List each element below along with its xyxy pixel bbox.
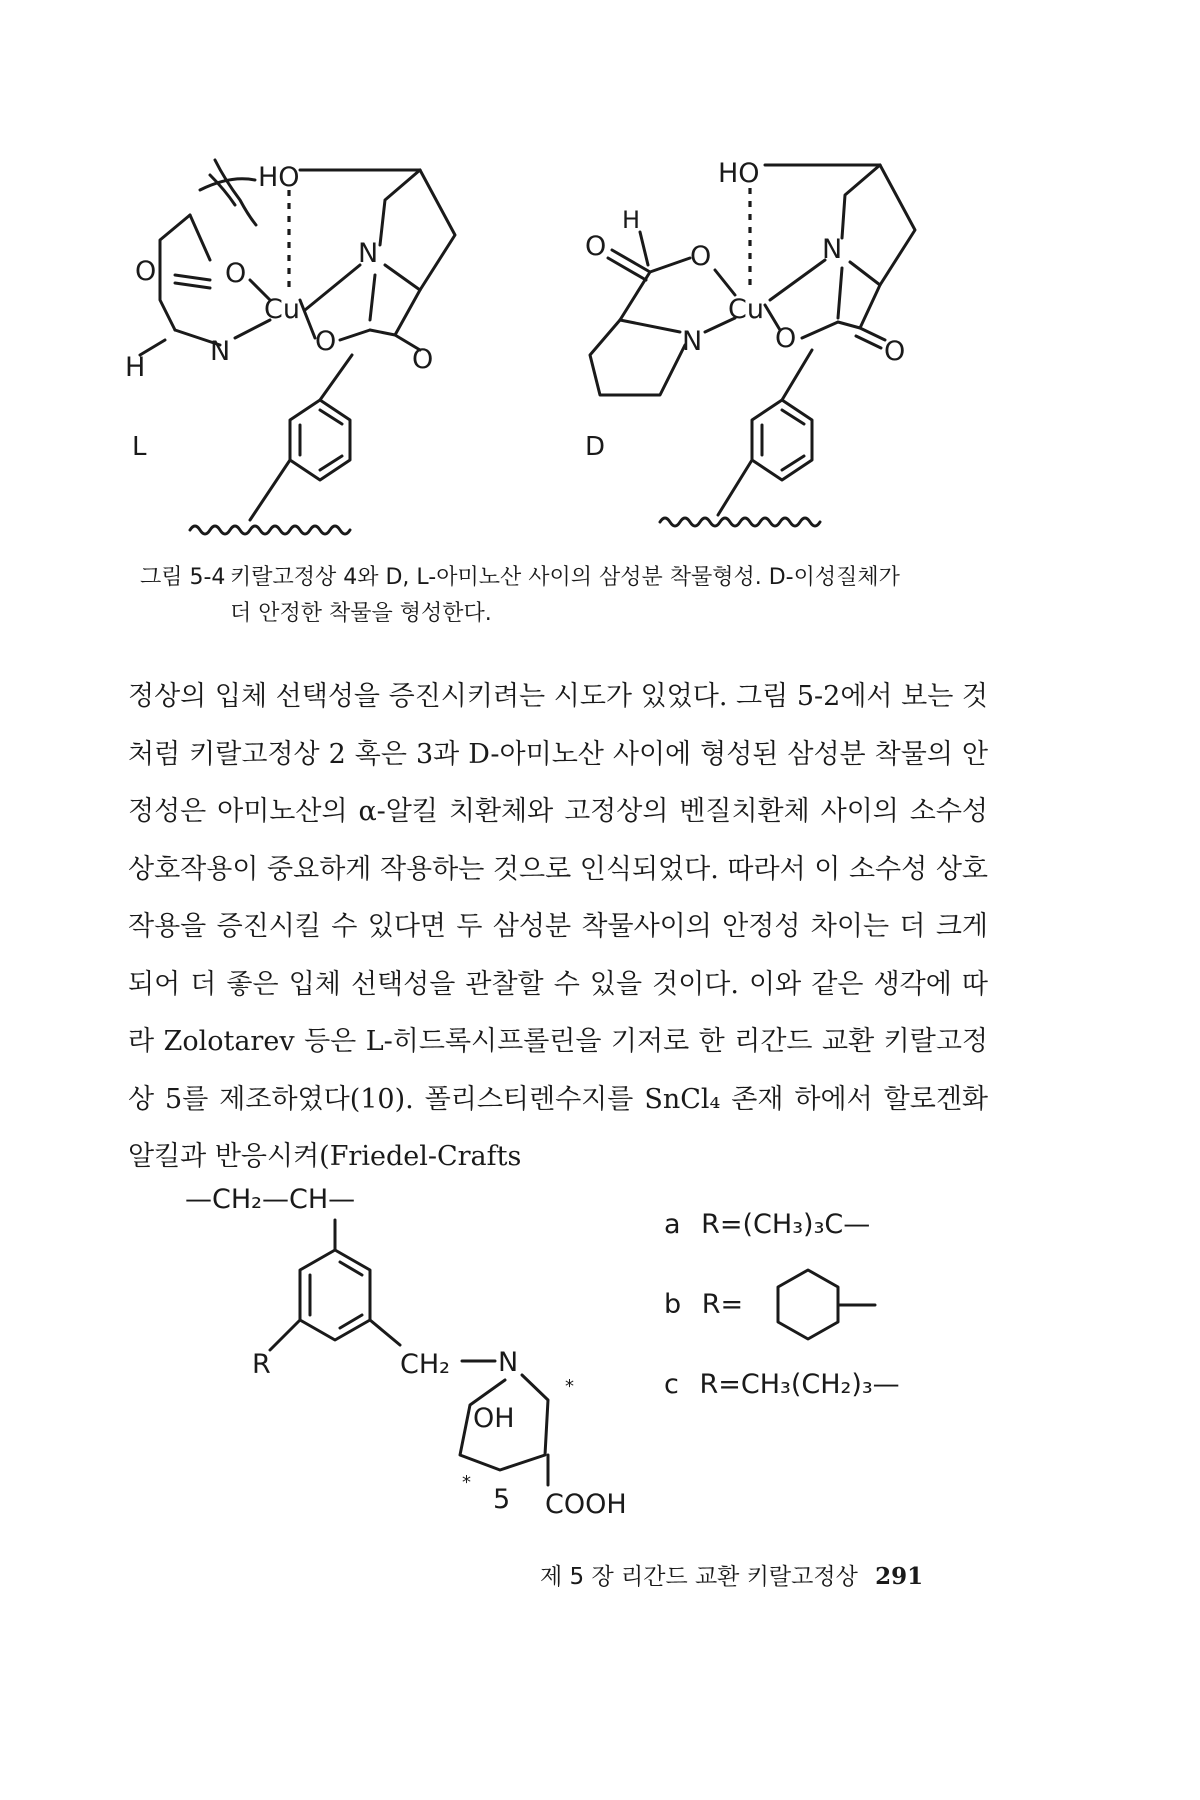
r-group-label: R (252, 1349, 271, 1380)
substituent-b (664, 1289, 743, 1320)
ch2-label: CH₂ (400, 1349, 450, 1380)
d-o-carboxyl: O (690, 241, 712, 272)
caption-line-1: 키랄고정상 4와 D, L-아미노산 사이의 삼성분 착물형성. D-이성질체가 (230, 565, 900, 590)
d-h-label: H (622, 206, 641, 234)
d-cu-label: Cu (728, 294, 764, 325)
l-h-label: H (125, 352, 146, 383)
cooh-label: COOH (545, 1489, 627, 1520)
figure-5-4 (0, 0, 1200, 560)
n-label: N (498, 1347, 519, 1378)
substituent-c-formula: R=CH₃(CH₂)₃— (699, 1369, 900, 1400)
compound-number: 5 (493, 1484, 511, 1515)
l-o-ether: O (315, 326, 337, 357)
d-o-ketone: O (884, 336, 906, 367)
oh-label: OH (473, 1403, 515, 1434)
substituent-b-letter: b (664, 1289, 682, 1320)
body-paragraph: 정상의 입체 선택성을 증진시키려는 시도가 있었다. 그림 5-2에서 보는 것처럼 키랄고정상 2 혹은 3과 D-아미노산 사이에 형성된 삼성분 착물의 안정성은 아미노산의 α-알킬 치환체와 고정상의 벤질치환체 사이의 소수성 상호작용이 중요하게 작용하는 것으로 인식되었다. 따라서 이 소수성 상호작용을 증진시킬 수 있다면 두 삼성분 착물사이의 안정성 차이는 더 크게 되어 더 좋은 입체 선택성을 관찰할 수 있을 것이다. 이와 같은 생각에 따라 Zolotarev 등은 L-히드록시프롤린을 기저로 한 리간드 교환 키랄고정상 5를 제조하였다(10). 폴리스티렌수지를 SnCl₄ 존재 하에서 할로겐화알킬과 반응시켜(Friedel-Crafts (128, 681, 988, 1172)
page-number: 291 (875, 1563, 924, 1590)
substituent-b-formula: R= (701, 1289, 744, 1320)
d-complex (585, 158, 915, 526)
figure-caption (140, 560, 1040, 632)
cyclohexyl-ring (778, 1270, 838, 1339)
polymer-chain: —CH₂—CH— (185, 1184, 356, 1215)
stereo-star-2: * (462, 1472, 471, 1493)
d-o-carbonyl: O (585, 231, 607, 262)
stereo-star-1: * (565, 1376, 574, 1397)
substituent-a-formula: R=(CH₃)₃C— (701, 1209, 871, 1240)
d-ho-label: HO (718, 158, 760, 189)
d-label: D (585, 432, 606, 462)
l-ho-label: HO (258, 162, 300, 193)
page-footer (540, 1558, 1000, 1591)
caption-line-2: 더 안정한 착물을 형성한다. (230, 601, 492, 626)
substituent-c (664, 1369, 900, 1400)
l-complex (125, 160, 455, 534)
l-n-amine: N (210, 336, 231, 367)
chapter-title: 제 5 장 리간드 교환 키랄고정상 (540, 1564, 858, 1590)
substituent-a-letter: a (664, 1209, 681, 1240)
caption-label: 그림 5-4 (140, 565, 226, 590)
l-label: L (132, 432, 147, 462)
l-o-ketone: O (412, 344, 434, 375)
structure-5 (0, 1165, 1200, 1525)
d-o-ether: O (775, 323, 797, 354)
l-o-carboxyl: O (225, 258, 247, 289)
substituent-c-letter: c (664, 1369, 679, 1400)
substituent-a (664, 1209, 870, 1240)
d-n-amine: N (682, 326, 703, 357)
body-text (128, 668, 988, 1186)
l-o-carbonyl: O (135, 256, 157, 287)
l-cu-label: Cu (264, 294, 300, 325)
l-n-ring: N (358, 238, 379, 269)
d-n-ring: N (822, 234, 843, 265)
